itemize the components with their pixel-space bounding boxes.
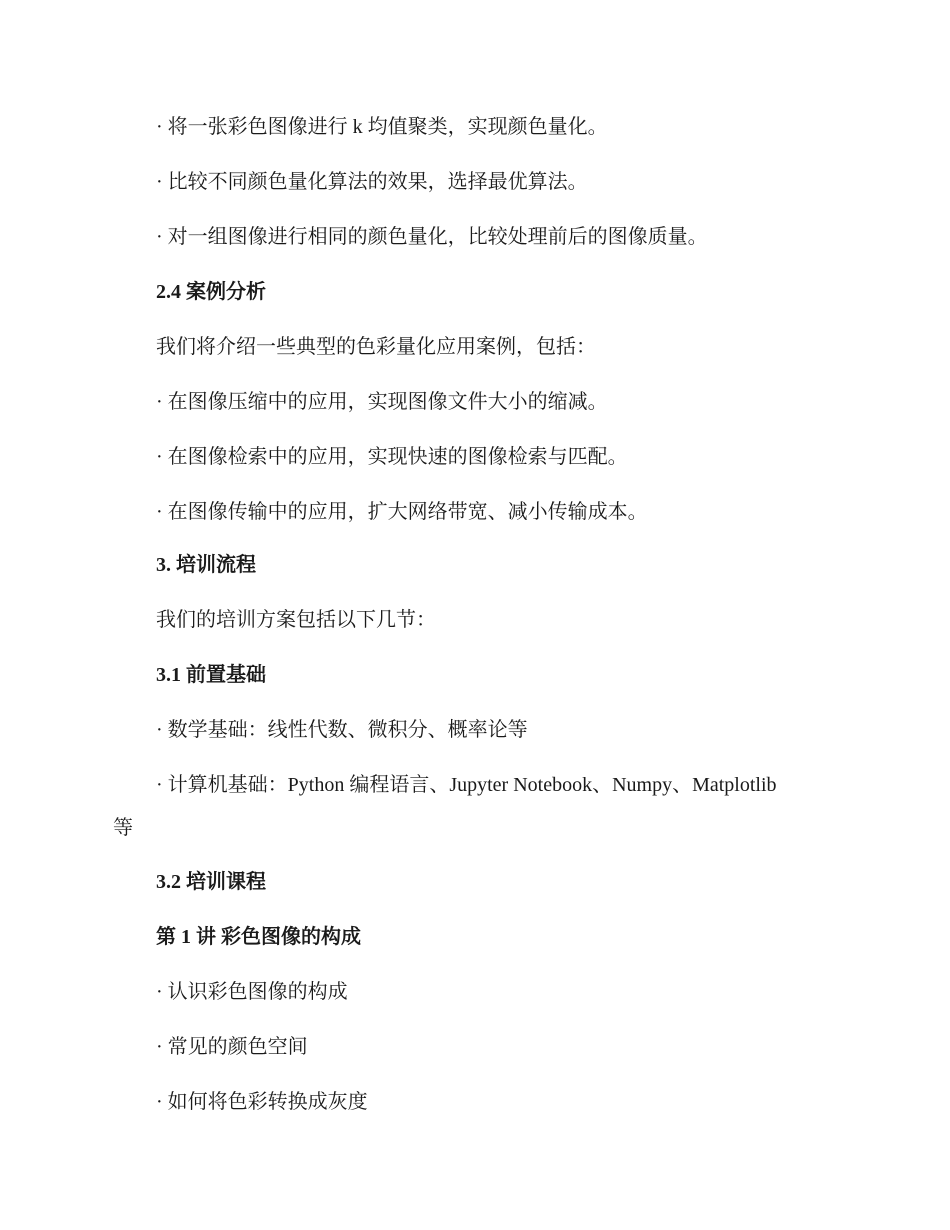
- paragraph-case-intro: 我们将介绍一些典型的色彩量化应用案例，包括：: [156, 336, 596, 358]
- bullet-image-composition: · 认识彩色图像的构成: [156, 981, 348, 1003]
- bullet-compression: · 在图像压缩中的应用，实现图像文件大小的缩减。: [156, 391, 608, 413]
- bullet-cs-basics: · 计算机基础：Python 编程语言、Jupyter Notebook、Numpy、Matplotlib: [156, 774, 777, 796]
- bullet-cs-basics-continuation: 等: [113, 817, 133, 839]
- bullet-transmission: · 在图像传输中的应用，扩大网络带宽、减小传输成本。: [156, 501, 648, 523]
- lecture-heading-1: 第 1 讲 彩色图像的构成: [156, 926, 361, 948]
- section-heading-3-1: 3.1 前置基础: [156, 664, 266, 686]
- section-heading-2-4: 2.4 案例分析: [156, 281, 266, 303]
- bullet-math-basics: · 数学基础：线性代数、微积分、概率论等: [156, 719, 528, 741]
- bullet-grayscale: · 如何将色彩转换成灰度: [156, 1091, 368, 1113]
- paragraph-training-plan: 我们的培训方案包括以下几节：: [156, 609, 436, 631]
- bullet-color-spaces: · 常见的颜色空间: [156, 1036, 308, 1058]
- bullet-retrieval: · 在图像检索中的应用，实现快速的图像检索与匹配。: [156, 446, 628, 468]
- bullet-image-quality: · 对一组图像进行相同的颜色量化，比较处理前后的图像质量。: [156, 226, 708, 248]
- bullet-kmeans-quantization: · 将一张彩色图像进行 k 均值聚类，实现颜色量化。: [156, 116, 608, 138]
- bullet-compare-algorithms: · 比较不同颜色量化算法的效果，选择最优算法。: [156, 171, 588, 193]
- section-heading-3: 3. 培训流程: [156, 554, 256, 576]
- section-heading-3-2: 3.2 培训课程: [156, 871, 266, 893]
